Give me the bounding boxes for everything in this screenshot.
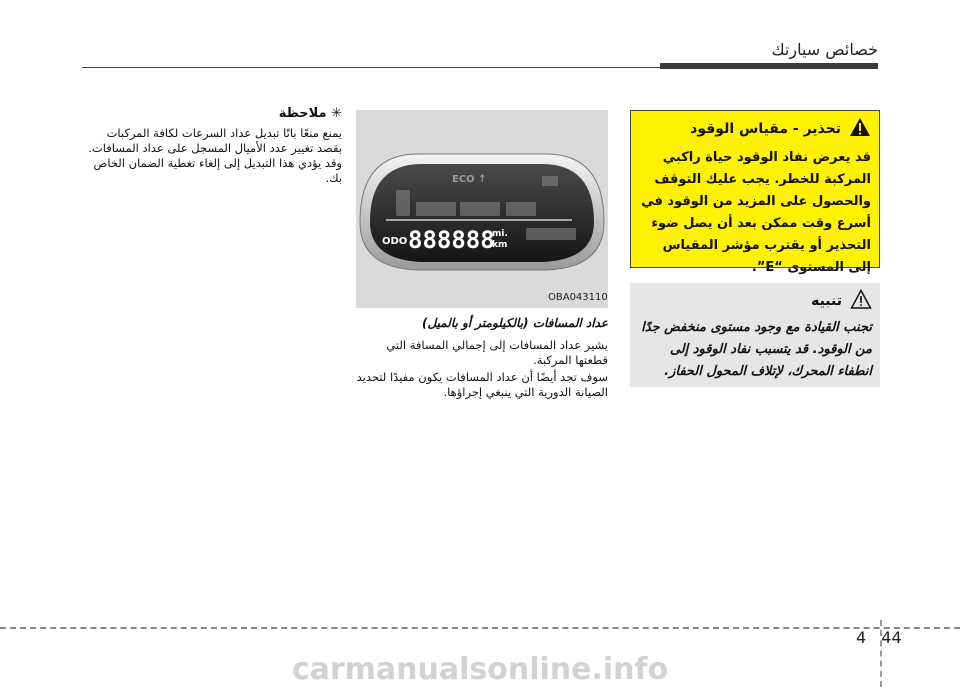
left-note-title: ملاحظة: [278, 106, 327, 121]
odometer-digits: 888888: [408, 226, 495, 254]
unit-miles: mi.: [492, 229, 508, 239]
figure-code: OBA043110: [548, 292, 608, 303]
notice-box: [630, 283, 880, 387]
warning-title: تحذير - مقياس الوقود: [690, 121, 841, 137]
footer-rule: [0, 627, 960, 629]
page-header-title: خصائص سيارتك: [771, 40, 878, 59]
odo-label: ODO: [382, 236, 408, 247]
odometer-paragraph-2: سوف تجد أيضًا أن عداد المسافات يكون مفيدًا لتحديد الصيانة الدورية التي ينبغي إجراؤها.: [356, 370, 608, 399]
warning-triangle-icon: [849, 117, 871, 141]
asterisk-icon: ✳: [331, 106, 342, 121]
section-number: 4: [856, 628, 867, 647]
watermark: carmanualsonline.info: [291, 652, 669, 687]
eco-indicator: ECO ↑: [452, 174, 487, 185]
header-rule-accent: [660, 63, 878, 69]
page-number-value: 44: [881, 628, 902, 647]
odometer-display-illustration: [356, 110, 608, 308]
warning-heading: [639, 117, 871, 141]
caution-triangle-icon: [850, 289, 872, 313]
odometer-heading: عداد المسافات (بالكيلومتر أو بالميل): [422, 316, 608, 330]
left-note-body: يمنع منعًا باتًا تبديل عداد السرعات لكافة المركبات بقصد تغيير عدد الأميال المسجل على عداد المسافات. وقد يؤدي هذا التبديل إلى إلغاء تغطية الضمان الخاص بك.: [88, 126, 342, 185]
warning-body: قد يعرض نفاد الوقود حياة راكبي المركبة للخطر. يجب عليك التوقف والحصول على المزيد من الوقود في أسرع وقت ممكن بعد أن يصل ضوء التحذير أو يقترب مؤشر المقياس إلى المستوى “E”.: [641, 150, 871, 275]
notice-body: تجنب القيادة مع وجود مستوى منخفض جدًا من الوقود. قد يتسبب نفاد الوقود إلى انطفاء المحرك، لإتلاف المحول الحفاز.: [641, 320, 872, 379]
left-note-heading: [82, 106, 342, 121]
page-number: [856, 628, 902, 647]
unit-km: km: [492, 240, 508, 250]
warning-box: [630, 110, 880, 275]
odometer-paragraph-1: يشير عداد المسافات إلى إجمالي المسافة التي قطعتها المركبة.: [386, 338, 608, 367]
notice-title: تنبيه: [811, 293, 842, 309]
odometer-figure: [356, 110, 608, 308]
notice-heading: [638, 289, 872, 313]
